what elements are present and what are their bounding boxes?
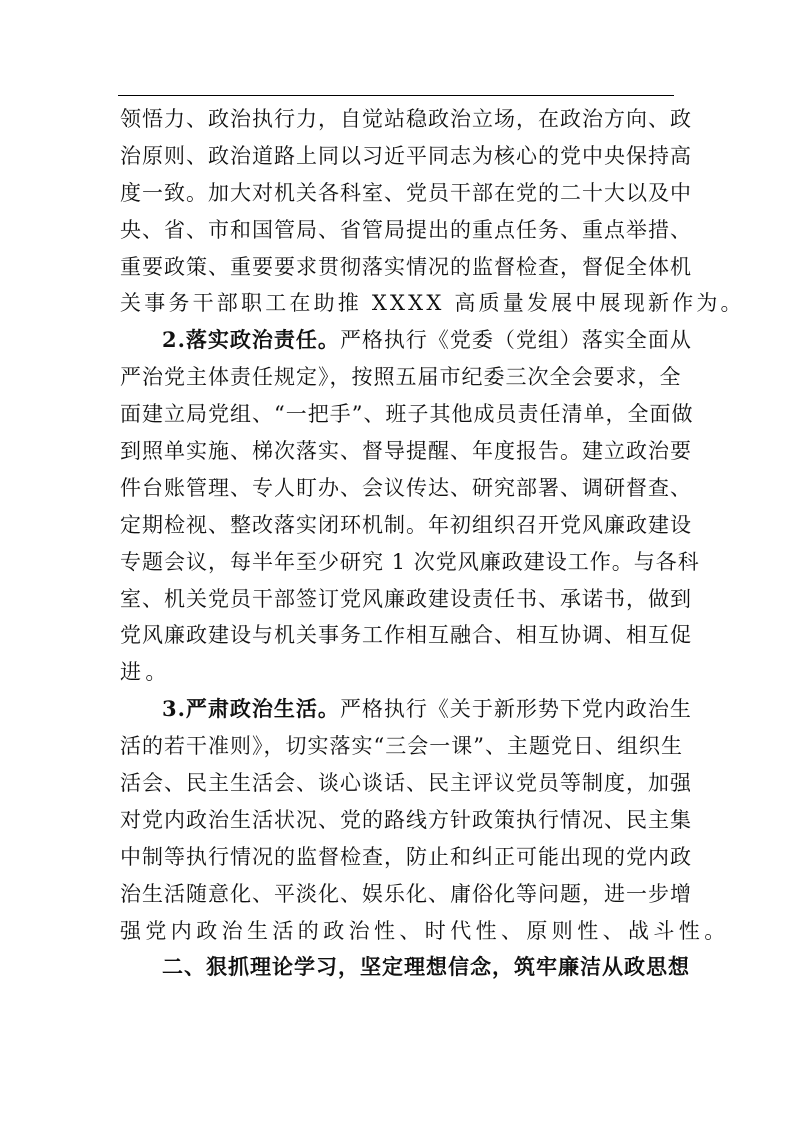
text-span: 严格执行《党委（党组）落实全面从 [339,328,692,353]
text-line: 活的若干准则》，切实落实“三会一课”、主题党日、组织生 [120,734,683,759]
text-line: 室、机关党员干部签订党风廉政建设责任书、承诺书，做到 [120,586,692,611]
text-span: 严格执行《关于新形势下党内政治生 [339,697,692,722]
section-title: 2.落实政治责任。 [162,327,340,353]
text-line: 治原则、政治道路上同以习近平同志为核心的党中央保持高 [120,143,692,168]
text-line: 对党内政治生活状况、党的路线方针政策执行情况、民主集 [120,807,692,832]
text-line: 件台账管理、专人盯办、会议传达、研究部署、调研督查、 [120,475,692,500]
text-line: 央、省、市和国管局、省管局提出的重点任务、重点举措、 [120,217,692,242]
section-title: 3.严肃政治生活。 [162,696,340,722]
text-line: 强党内政治生活的政治性、时代性、原则性、战斗性。 [120,918,730,943]
text-line: 进。 [120,660,171,685]
paragraph-2 [120,322,700,691]
text-line: 度一致。加大对机关各科室、党员干部在党的二十大以及中 [120,180,692,205]
paragraph-1 [120,101,745,322]
text-line: 治生活随意化、平淡化、娱乐化、庸俗化等问题，进一步增 [120,881,692,906]
text-line [120,691,692,728]
text-line: 严治党主体责任规定》，按照五届市纪委三次全会要求，全 [120,365,682,390]
section-heading: 二、狠抓理论学习，坚定理想信念，筑牢廉洁从政思想 [162,954,690,980]
text-line: 中制等执行情况的监督检查，防止和纠正可能出现的党内政 [120,844,692,869]
text-line: 到照单实施、梯次落实、督导提醒、年度报告。建立政治要 [120,439,692,464]
paragraph-3 [120,691,730,949]
text-line: 活会、民主生活会、谈心谈话、民主评议党员等制度，加强 [120,771,692,796]
text-line: 定期检视、整改落实闭环机制。年初组织召开党风廉政建设 [120,512,692,537]
document-body [120,101,745,986]
text-line: 领悟力、政治执行力，自觉站稳政治立场，在政治方向、政 [120,107,692,131]
header-rule [118,95,674,96]
text-line [120,322,692,359]
text-line: 面建立局党组、“一把手”、班子其他成员责任清单，全面做 [120,402,694,427]
text-line: 党风廉政建设与机关事务工作相互融合、相互协调、相互促 [120,623,692,648]
text-line: 关事务干部职工在助推 XXXX 高质量发展中展现新作为。 [120,291,745,316]
text-line: 重要政策、重要要求贯彻落实情况的监督检查，督促全体机 [120,254,692,279]
text-line: 专题会议，每半年至少研究 1 次党风廉政建设工作。与各科 [120,549,700,574]
